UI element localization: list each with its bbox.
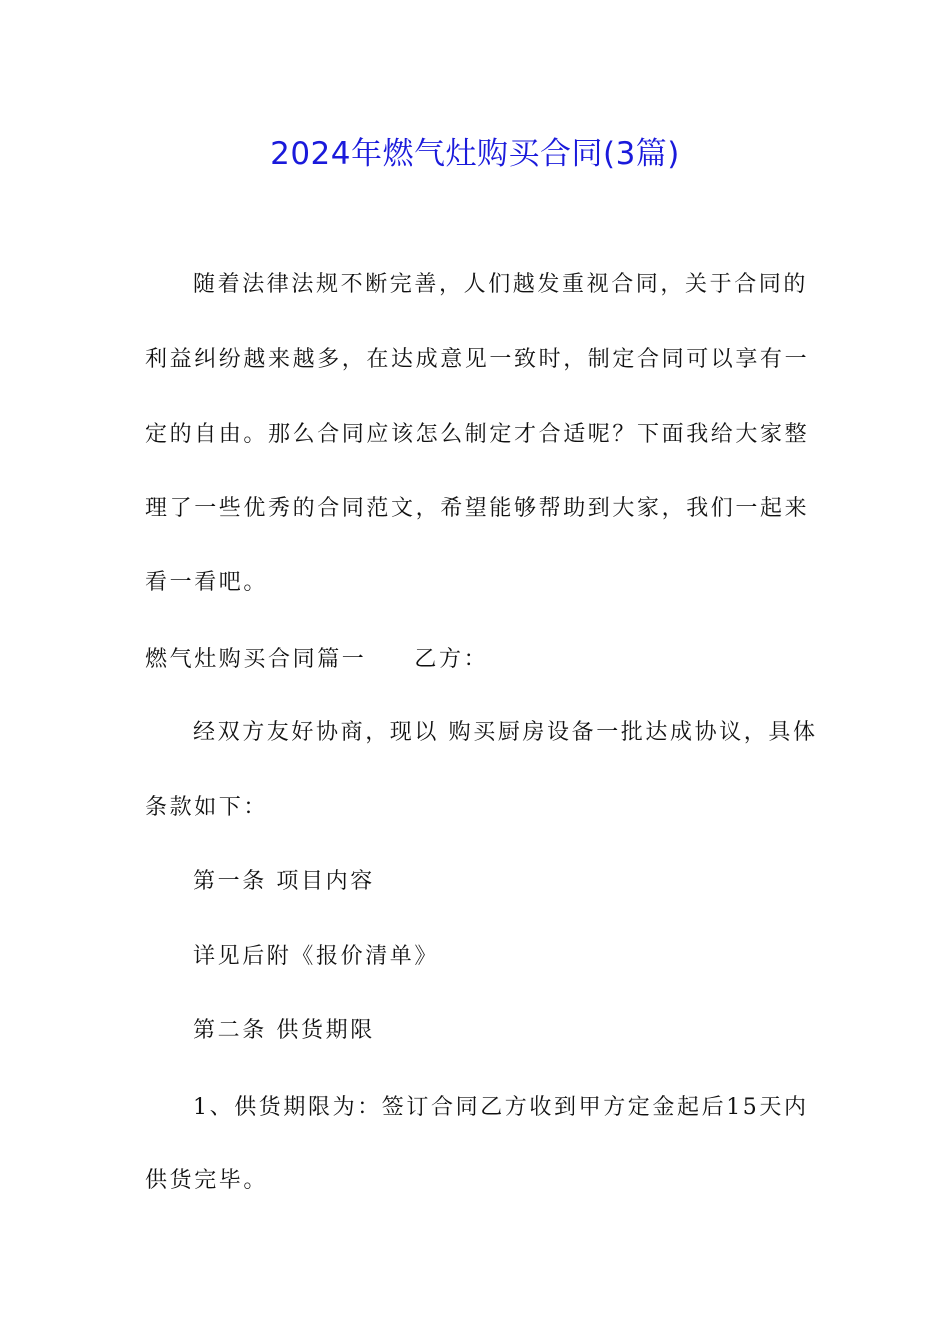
intro-line-5: 看一看吧。: [145, 570, 269, 595]
section-heading-line: [145, 645, 488, 675]
article-1-title: 第一条 项目内容: [193, 869, 375, 894]
agreement-line-2: 条款如下：: [145, 795, 269, 820]
article-2-item-1-line-1: 1、供货期限为：签订合同乙方收到甲方定金起后15天内: [193, 1095, 809, 1120]
agreement-line-1: 经双方友好协商，现以 购买厨房设备一批达成协议，具体: [193, 720, 818, 745]
section-heading: 燃气灶购买合同篇一: [145, 647, 367, 672]
intro-line-4: 理了一些优秀的合同范文，希望能够帮助到大家，我们一起来: [145, 496, 810, 521]
party-b-label: 乙方：: [414, 647, 489, 672]
intro-line-1: 随着法律法规不断完善，人们越发重视合同，关于合同的: [193, 272, 809, 297]
intro-line-3: 定的自由。那么合同应该怎么制定才合适呢？下面我给大家整: [145, 422, 810, 447]
article-2-item-1-line-2: 供货完毕。: [145, 1168, 269, 1193]
document-title: 2024年燃气灶购买合同(3篇): [270, 136, 680, 172]
intro-line-2: 利益纠纷越来越多，在达成意见一致时，制定合同可以享有一: [145, 347, 810, 372]
article-1-body: 详见后附《报价清单》: [193, 944, 440, 969]
article-2-title: 第二条 供货期限: [193, 1018, 375, 1043]
